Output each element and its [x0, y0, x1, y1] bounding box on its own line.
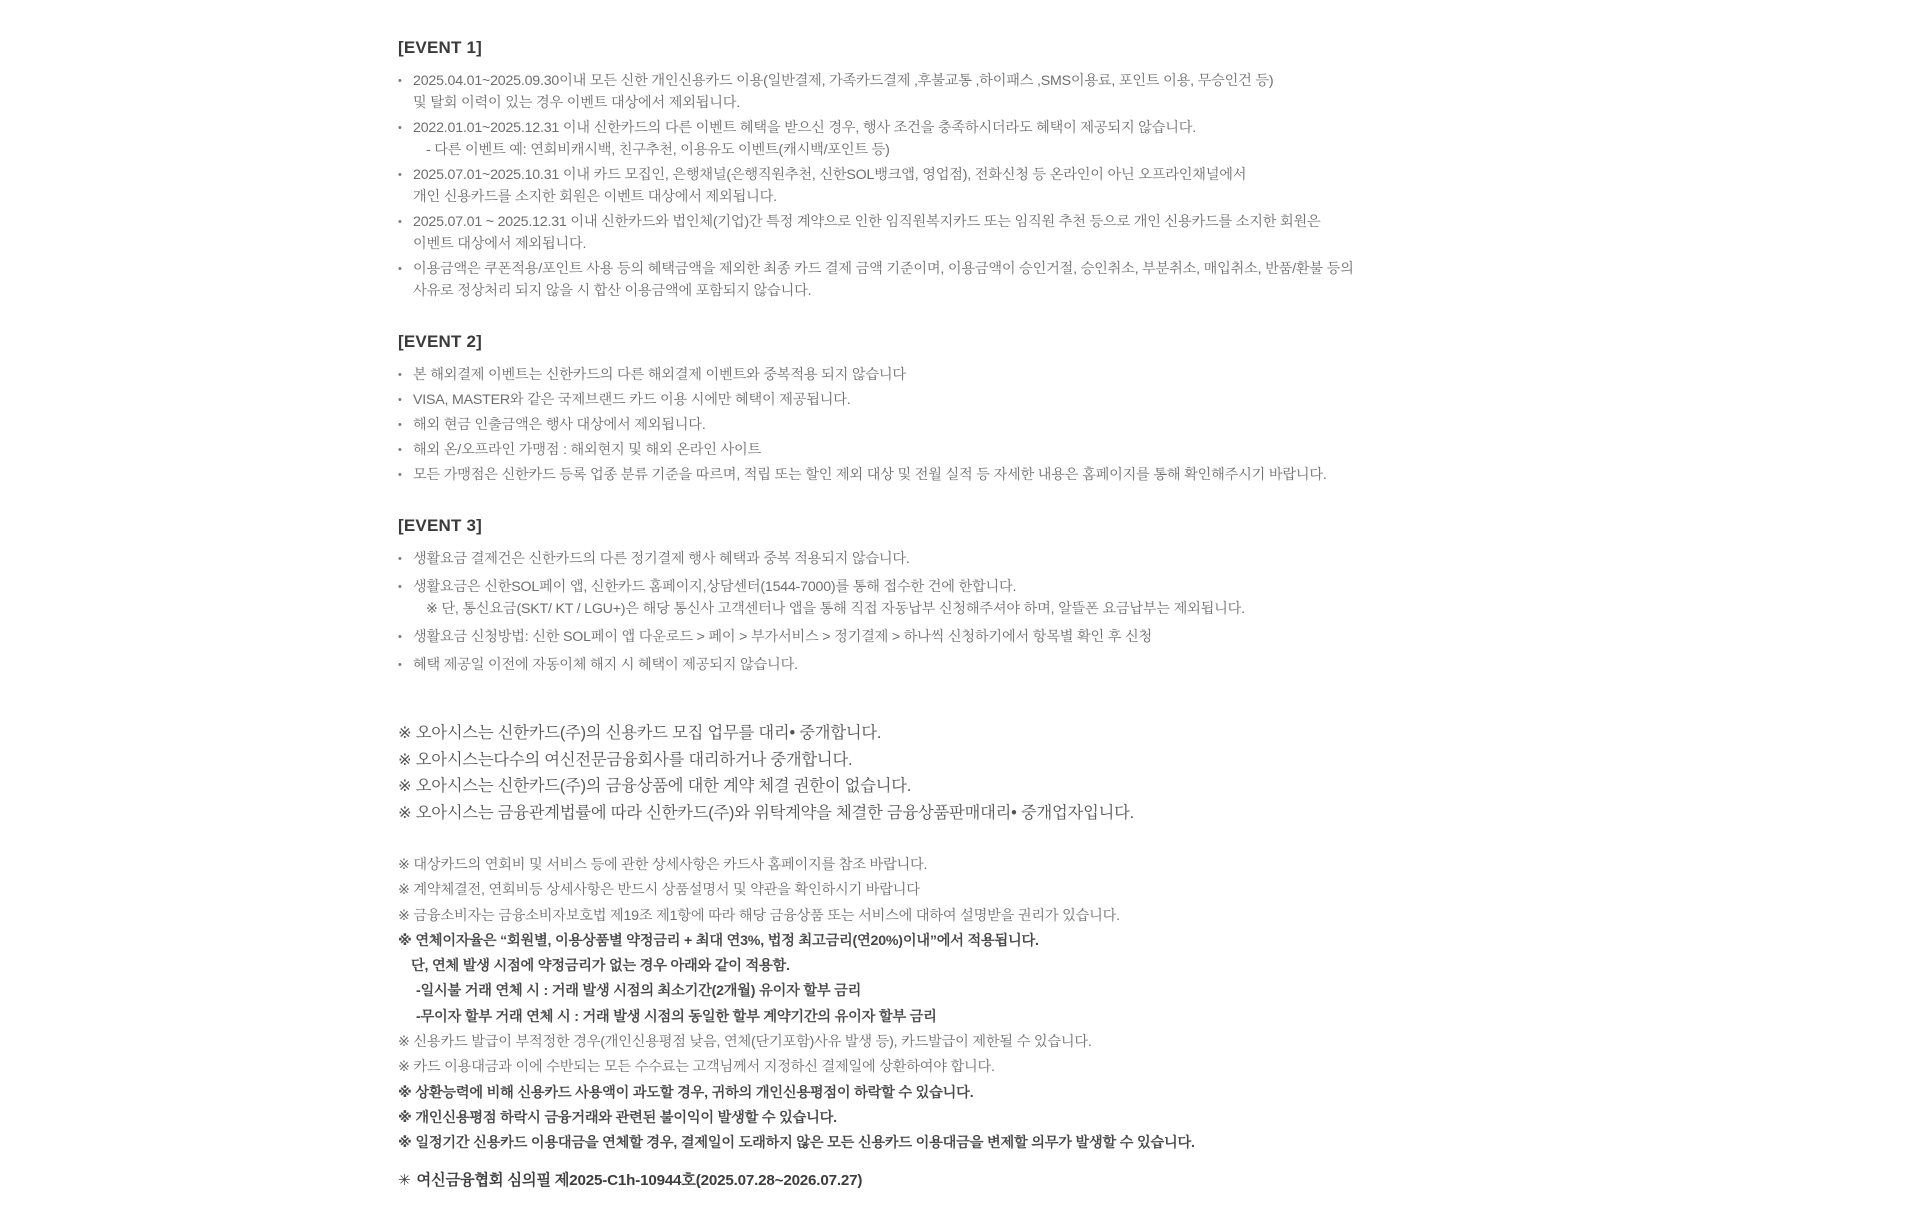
terms-text: 2022.01.01~2025.12.31 이내 신한카드의 다른 이벤트 혜택을 받으신 경우, 행사 조건을 충족하시더라도 혜택이 제공되지 않습니다.: [413, 120, 1196, 136]
terms-line: [398, 364, 1578, 386]
terms-item: [398, 117, 1578, 161]
bullet-icon: •: [398, 369, 402, 381]
bullet-icon: •: [398, 444, 402, 456]
terms-text: 혜택 제공일 이전에 자동이체 해지 시 혜택이 제공되지 않습니다.: [413, 657, 798, 673]
bullet-icon: •: [398, 394, 402, 406]
bullet-icon: •: [398, 553, 402, 565]
terms-text: VISA, MASTER와 같은 국제브랜드 카드 이용 시에만 혜택이 제공됩니다.: [413, 392, 851, 408]
terms-line: 사유로 정상처리 되지 않을 시 합산 이용금액에 포함되지 않습니다.: [413, 283, 812, 299]
terms-list: [398, 548, 1578, 676]
terms-line: 개인 신용카드를 소지한 회원은 이벤트 대상에서 제외됩니다.: [413, 189, 777, 205]
terms-item: [398, 164, 1578, 208]
agency-disclaimer: ※ 오아시스는 신한카드(주)의 신용카드 모집 업무를 대리• 중개합니다.: [398, 724, 882, 742]
notice-line: ※ 연체이자율은 “회원별, 이용상품별 약정금리 + 최대 연3%, 법정 최고금리(연20%)이내”에서 적용됩니다.: [398, 932, 1039, 949]
terms-line: [398, 439, 1578, 461]
terms-item: [398, 258, 1578, 302]
terms-text: 본 해외결제 이벤트는 신한카드의 다른 해외결제 이벤트와 중복적용 되지 않습니다: [413, 367, 906, 383]
approval-text: 여신금융협회 심의필 제2025-C1h-10944호(2025.07.28~2026.07.27): [416, 1171, 863, 1189]
notice-line: ※ 계약체결전, 연회비등 상세사항은 반드시 상품설명서 및 약관을 확인하시기 바랍니다: [398, 882, 920, 899]
notice-line: ※ 일정기간 신용카드 이용대금을 연체할 경우, 결제일이 도래하지 않은 모든 신용카드 이용대금을 변제할 의무가 발생할 수 있습니다.: [398, 1135, 1195, 1152]
agency-disclaimer-list: [398, 720, 1578, 826]
approval-stamp-line: [398, 1169, 1578, 1193]
terms-text: 2025.07.01 ~ 2025.12.31 이내 신한카드와 법인체(기업)간 특정 계약으로 인한 임직원복지카드 또는 임직원 추천 등으로 개인 신용카드를 소지한 회원은: [413, 214, 1321, 230]
terms-line: [398, 576, 1578, 598]
terms-item: [398, 576, 1578, 620]
terms-line: [398, 70, 1578, 92]
bullet-icon: •: [398, 263, 402, 275]
terms-text: 생활요금은 신한SOL페이 앱, 신한카드 홈페이지,상담센터(1544-7000)를 통해 접수한 건에 한합니다.: [413, 579, 1017, 595]
event-section: [398, 332, 1578, 486]
bullet-icon: •: [398, 216, 402, 228]
terms-list: [398, 364, 1578, 486]
notice-line: ※ 상환능력에 비해 신용카드 사용액이 과도할 경우, 귀하의 개인신용평점이 하락할 수 있습니다.: [398, 1084, 974, 1101]
terms-item: [398, 211, 1578, 255]
terms-list: [398, 70, 1578, 302]
terms-document: [398, 38, 1578, 1193]
terms-text: 해외 현금 인출금액은 행사 대상에서 제외됩니다.: [413, 417, 706, 433]
notice-list: [398, 853, 1578, 1157]
notice-line: ※ 카드 이용대금과 이에 수반되는 모든 수수료는 고객님께서 지정하신 결제일에 상환하여야 합니다.: [398, 1059, 995, 1076]
agency-disclaimer: ※ 오아시스는 금융관계법률에 따라 신한카드(주)와 위탁계약을 체결한 금융상품판매대리• 중개업자입니다.: [398, 803, 1134, 822]
terms-text: 2025.04.01~2025.09.30이내 모든 신한 개인신용카드 이용(일반결제, 가족카드결제 ,후불교통 ,하이패스 ,SMS이용료, 포인트 이용, 무승인건 등): [413, 73, 1274, 89]
section-heading: [EVENT 1]: [398, 38, 482, 57]
bullet-icon: •: [398, 75, 402, 87]
terms-text: 생활요금 신청방법: 신한 SOL페이 앱 다운로드 > 페이 > 부가서비스 > 정기결제 > 하나씩 신청하기에서 항목별 확인 후 신청: [413, 629, 1152, 645]
terms-line: - 다른 이벤트 예: 연회비캐시백, 친구추천, 이용유도 이벤트(캐시백/포인트 등): [426, 142, 890, 158]
notice-line: ※ 금융소비자는 금융소비자보호법 제19조 제1항에 따라 해당 금융상품 또는 서비스에 대하여 설명받을 권리가 있습니다.: [398, 907, 1120, 924]
terms-item: [398, 548, 1578, 570]
notice-line: ※ 신용카드 발급이 부적정한 경우(개인신용평점 낮음, 연체(단기포함)사유 발생 등), 카드발급이 제한될 수 있습니다.: [398, 1034, 1092, 1051]
terms-item: [398, 70, 1578, 114]
bullet-icon: •: [398, 631, 402, 643]
terms-line: [398, 414, 1578, 436]
event-sections: [398, 38, 1578, 676]
terms-text: 해외 온/오프라인 가맹점 : 해외현지 및 해외 온라인 사이트: [413, 442, 762, 458]
terms-item: [398, 626, 1578, 648]
notice-line: -일시불 거래 연체 시 : 거래 발생 시점의 최소기간(2개월) 유이자 할부 금리: [416, 983, 862, 1000]
terms-line: [398, 548, 1578, 570]
agency-disclaimer: ※ 오아시스는다수의 여신전문금융회사를 대리하거나 중개합니다.: [398, 750, 853, 769]
terms-line: [398, 211, 1578, 233]
terms-line: ※ 단, 통신요금(SKT/ KT / LGU+)은 해당 통신사 고객센터나 앱을 통해 직접 자동납부 신청해주셔야 하며, 알뜰폰 요금납부는 제외됩니다.: [426, 601, 1245, 617]
event-section: [398, 38, 1578, 302]
notice-line: ※ 대상카드의 연회비 및 서비스 등에 관한 상세사항은 카드사 홈페이지를 참조 바랍니다.: [398, 857, 928, 873]
terms-item: [398, 464, 1578, 486]
bullet-icon: •: [398, 581, 402, 593]
bullet-icon: •: [398, 419, 402, 431]
bullet-icon: •: [398, 469, 402, 481]
terms-line: [398, 117, 1578, 139]
notice-line: -무이자 할부 거래 연체 시 : 거래 발생 시점의 동일한 할부 계약기간의 유이자 할부 금리: [416, 1008, 937, 1025]
notice-line: ※ 개인신용평점 하락시 금융거래와 관련된 불이익이 발생할 수 있습니다.: [398, 1109, 837, 1126]
bullet-icon: •: [398, 659, 402, 671]
terms-text: 모든 가맹점은 신한카드 등록 업종 분류 기준을 따르며, 적립 또는 할인 제외 대상 및 전월 실적 등 자세한 내용은 홈페이지를 통해 확인해주시기 바랍니다.: [413, 467, 1327, 483]
terms-text: 2025.07.01~2025.10.31 이내 카드 모집인, 은행채널(은행직원추천, 신한SOL뱅크앱, 영업점), 전화신청 등 온라인이 아닌 오프라인채널에서: [413, 167, 1247, 183]
agency-disclaimer: ※ 오아시스는 신한카드(주)의 금융상품에 대한 계약 체결 권한이 없습니다.: [398, 777, 912, 795]
terms-text: 생활요금 결제건은 신한카드의 다른 정기결제 행사 혜택과 중복 적용되지 않습니다.: [413, 551, 910, 567]
terms-line: 및 탈회 이력이 있는 경우 이벤트 대상에서 제외됩니다.: [413, 95, 741, 111]
terms-line: [398, 164, 1578, 186]
terms-line: [398, 464, 1578, 486]
terms-line: [398, 654, 1578, 676]
terms-item: [398, 654, 1578, 676]
terms-item: [398, 364, 1578, 386]
event-section: [398, 516, 1578, 676]
terms-line: [398, 626, 1578, 648]
notice-line: 단, 연체 발생 시점에 약정금리가 없는 경우 아래와 같이 적용함.: [411, 958, 790, 975]
section-heading: [EVENT 3]: [398, 516, 482, 535]
terms-line: 이벤트 대상에서 제외됩니다.: [413, 236, 587, 252]
terms-line: [398, 389, 1578, 411]
bullet-icon: •: [398, 169, 402, 181]
bullet-icon: •: [398, 122, 402, 134]
terms-text: 이용금액은 쿠폰적용/포인트 사용 등의 혜택금액을 제외한 최종 카드 결제 금액 기준이며, 이용금액이 승인거절, 승인취소, 부분취소, 매입취소, 반품/환불 등의: [413, 261, 1354, 277]
terms-line: [398, 258, 1578, 280]
section-heading: [EVENT 2]: [398, 332, 482, 351]
terms-item: [398, 414, 1578, 436]
terms-item: [398, 389, 1578, 411]
terms-item: [398, 439, 1578, 461]
approval-marker-icon: ✳: [398, 1171, 411, 1189]
